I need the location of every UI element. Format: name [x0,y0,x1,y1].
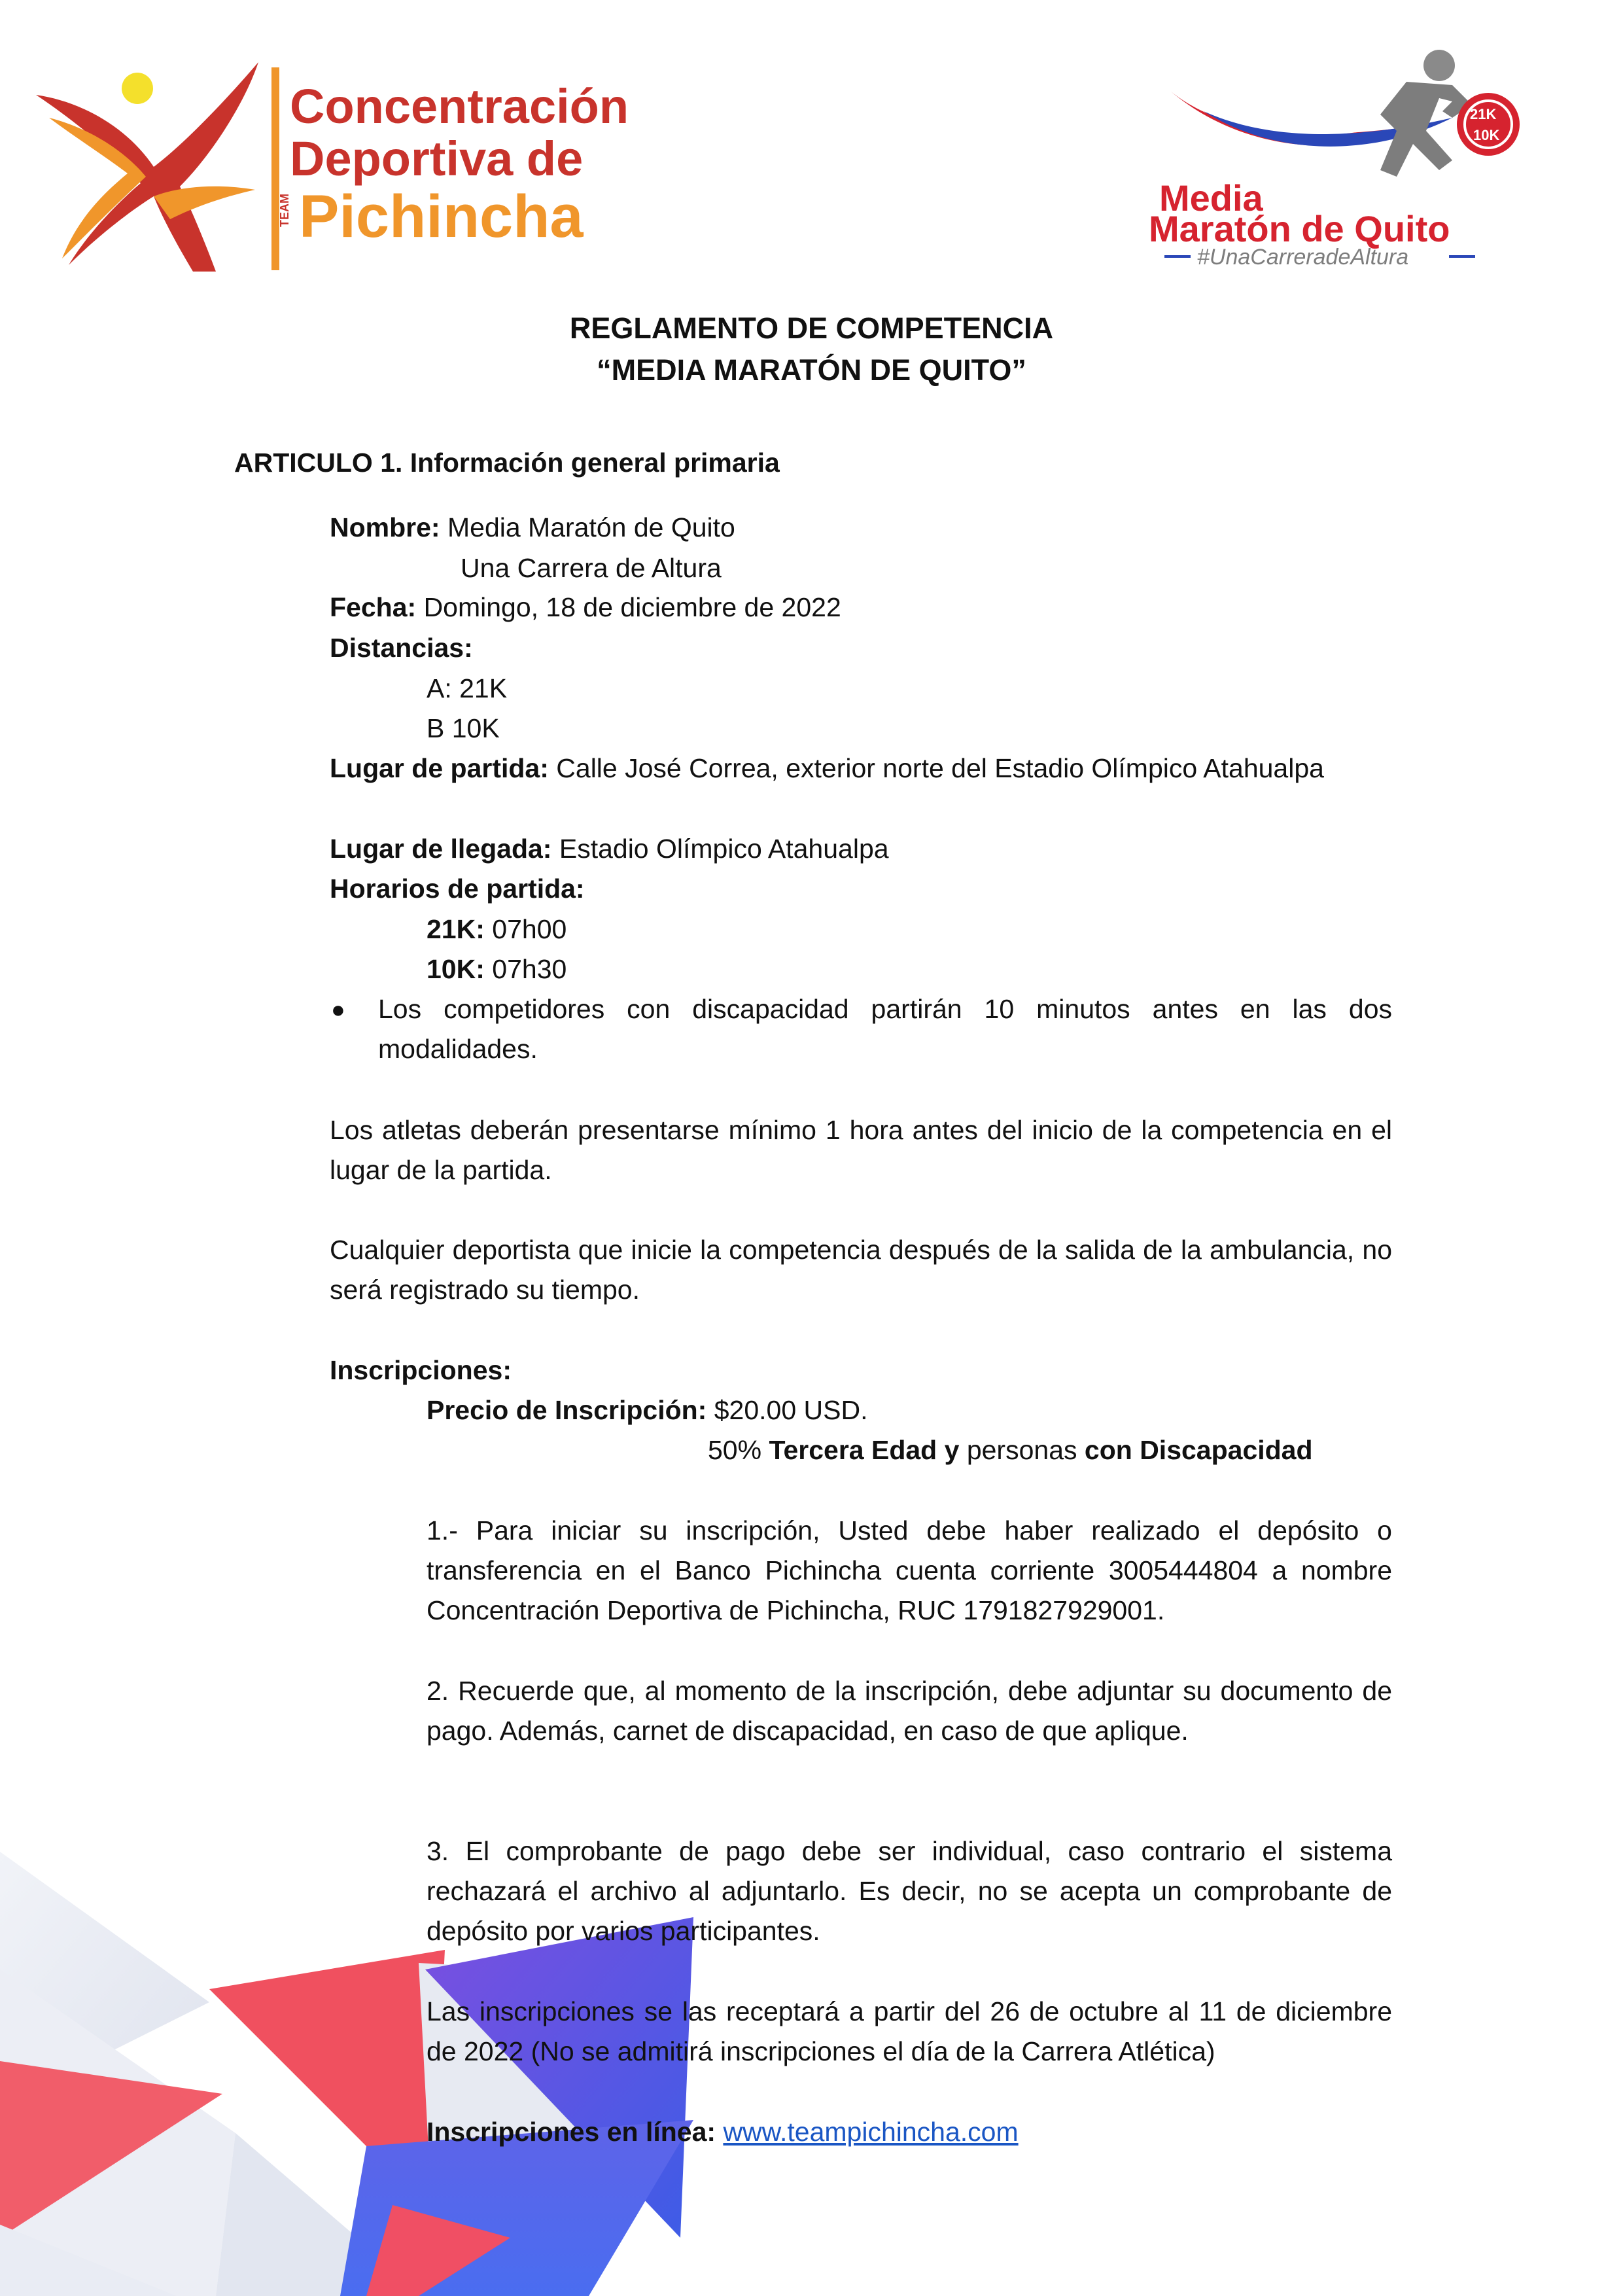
lugar-partida-value: Calle José Correa, exterior norte del Estadio Olímpico Atahualpa [556,753,1324,783]
article-1-heading: ARTICULO 1. Información general primaria [234,448,780,478]
bullet-discapacidad: Los competidores con discapacidad partirán 10 minutos antes en las dos modalidades. [378,994,1392,1064]
horario-21k-label: 21K: [427,914,485,944]
inscripcion-paso-1: 1.- Para iniciar su inscripción, Usted debe haber realizado el depósito o transferencia en el Banco Pichincha cuenta corriente 3005444804 a nombre Concentración Deportiva de Pichincha, RUC 1791827929001. [427,1515,1392,1625]
horario-21k [427,910,567,949]
logo-line-1: Concentración [290,79,629,133]
logo-line-3: Pichincha [299,183,584,250]
descuento-personas: personas [966,1435,1077,1465]
logo-media-maraton-quito [1145,46,1524,275]
document-title-line-2: “MEDIA MARATÓN DE QUITO” [597,353,1026,387]
precio-row [427,1390,868,1430]
distancias-label: Distancias: [330,633,473,663]
badge-10k: 10K [1473,127,1500,143]
inscripciones-label: Inscripciones: [330,1355,512,1385]
bullet-dot: ● [331,996,345,1023]
nombre-row [330,508,735,548]
horario-10k-label: 10K: [427,954,485,984]
descuento-discapacidad: con Discapacidad [1084,1435,1313,1465]
runner-swoosh-logo-mark [1145,46,1524,196]
fecha-row [330,588,841,627]
inscripciones-en-linea-label: Inscripciones en línea: [427,2117,716,2147]
logo-line-2: Deportiva de [290,132,584,186]
horario-10k [427,949,567,989]
horario-21k-value: 07h00 [492,914,567,944]
lugar-partida-paragraph [234,749,1392,788]
fecha-label: Fecha: [330,592,417,622]
descuento-porcentaje: 50% [708,1435,762,1465]
nombre-label: Nombre: [330,512,440,542]
lugar-partida-label: Lugar de partida: [330,753,549,783]
distancia-b: B 10K [427,713,500,743]
lugar-llegada-label: Lugar de llegada: [330,834,552,864]
inscripcion-paso-3: 3. El comprobante de pago debe ser individual, caso contrario el sistema rechazará el archivo al adjuntarlo. Es decir, no se acepta un comprobante de depósito por varios participantes. [427,1836,1392,1946]
runner-figure-logo-mark [29,56,278,278]
horarios-label: Horarios de partida: [330,874,585,904]
distancia-a: A: 21K [427,673,508,703]
nombre-value: Media Maratón de Quito [447,512,735,542]
precio-value: $20.00 USD. [714,1395,868,1425]
lugar-llegada-value: Estadio Olímpico Atahualpa [559,834,889,864]
descuento-row [708,1430,1313,1470]
descuento-tercera-edad: Tercera Edad y [769,1435,960,1465]
precio-label: Precio de Inscripción: [427,1395,707,1425]
logo-media-text: Media [1159,177,1263,219]
lugar-llegada-row [330,829,889,869]
paragraph-presentacion: Los atletas deberán presentarse mínimo 1 hora antes del inicio de la competencia en el lugar de la partida. [330,1115,1392,1185]
paragraph-ambulancia: Cualquier deportista que inicie la competencia después de la salida de la ambulancia, no será registrado su tiempo. [330,1235,1392,1305]
horario-10k-value: 07h30 [492,954,567,984]
badge-21k: 21K [1470,106,1497,122]
inscripciones-en-linea-row [427,2112,1019,2152]
logo-concentracion-deportiva [29,56,629,278]
fecha-value: Domingo, 18 de diciembre de 2022 [423,592,841,622]
logo-maraton-text: Maratón de Quito [1149,208,1450,249]
document-title-line-1: REGLAMENTO DE COMPETENCIA [569,311,1054,345]
nombre-value-line-2: Una Carrera de Altura [461,553,722,583]
logo-hashtag: #UnaCarreradeAltura [1197,245,1409,270]
inscripcion-fechas: Las inscripciones se las receptará a partir del 26 de octubre al 11 de diciembre de 2022 (No se admitirá inscripciones el día de la Carrera Atlética) [427,1996,1392,2066]
inscripciones-en-linea-link[interactable]: www.teampichincha.com [723,2117,1019,2147]
inscripcion-paso-2: 2. Recuerde que, al momento de la inscripción, debe adjuntar su documento de pago. Además, carnet de discapacidad, en caso de que aplique. [427,1676,1392,1746]
logo-team-tag: TEAM [278,194,291,227]
